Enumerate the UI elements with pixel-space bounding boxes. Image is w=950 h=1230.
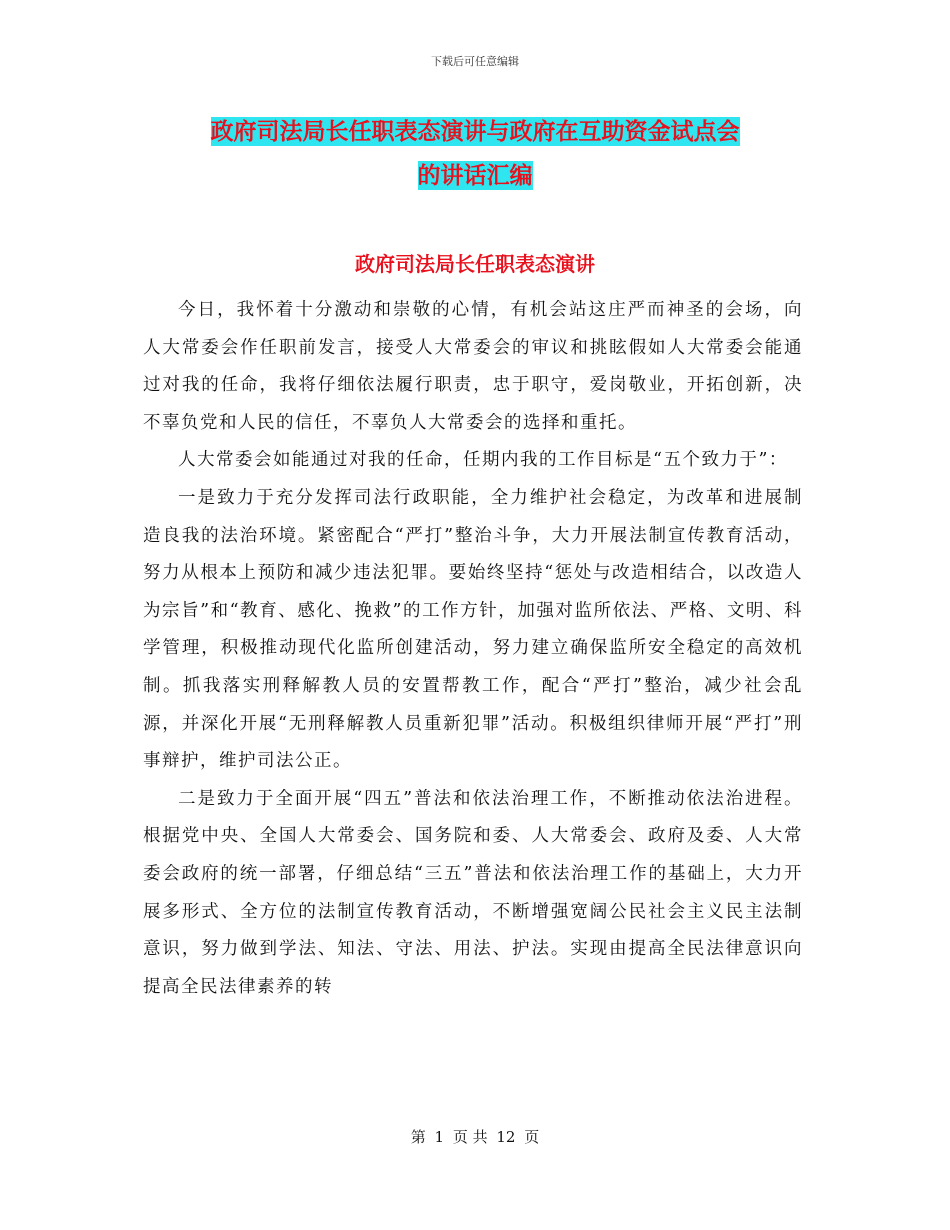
title-line-1: 政府司法局长任职表态演讲与政府在互助资金试点会 xyxy=(210,118,740,145)
footer-mid: 页 共 xyxy=(452,1128,488,1146)
paragraph: 人大常委会如能通过对我的任命，任期内我的工作目标是“五个致力于”： xyxy=(178,450,788,471)
page-number: 1 xyxy=(434,1128,445,1146)
total-pages: 12 xyxy=(496,1128,516,1146)
paragraph: 二是致力于全面开展“四五”普法和依法治理工作，不断推动依法治进程。根据党中央、全国人大常委会、国务院和委、人大常委会、政府及委、人大常委会政府的统一部署，仔细总结“三五”普法和依法治理工作的基础上，大力开展多形式、全方位的法制宣传教育活动，不断增强宽阔公民社会主义民主法制意识，努力做到学法、知法、守法、用法、护法。实现由提高全民法律意识向提高全民法律素养的转 xyxy=(143,788,803,997)
paragraph: 今日，我怀着十分激动和崇敬的心情，有机会站这庄严而神圣的会场，向人大常委会作任职前发言，接受人大常委会的审议和挑眩假如人大常委会能通过对我的任命，我将仔细依法履行职责，忠于职守，爱岗敬业，开拓创新，决不辜负党和人民的信任，不辜负人大常委会的选择和重托。 xyxy=(143,300,803,433)
paragraph: 一是致力于充分发挥司法行政职能，全力维护社会稳定，为改革和进展制造良我的法治环境。紧密配合“严打”整治斗争，大力开展法制宣传教育活动，努力从根本上预防和减少违法犯罪。要始终坚持“惩处与改造相结合，以改造人为宗旨”和“教育、感化、挽救”的工作方针，加强对监所依法、严格、文明、科学管理，积极推动现代化监所创建活动，努力建立确保监所安全稳定的高效机制。抓我落实刑释解教人员的安置帮教工作，配合“严打”整治，减少社会乱源，并深化开展“无刑释解教人员重新犯罪”活动。积极组织律师开展“严打”刑事辩护，维护司法公正。 xyxy=(143,487,803,772)
footer-prefix: 第 xyxy=(410,1128,426,1146)
page-footer xyxy=(0,1126,950,1147)
header-note: 下载后可任意编辑 xyxy=(431,55,519,68)
title-line-2: 的讲话汇编 xyxy=(417,162,533,189)
body-text xyxy=(143,292,803,1006)
footer-suffix: 页 xyxy=(524,1128,540,1146)
section-title: 政府司法局长任职表态演讲 xyxy=(355,252,595,276)
document-title xyxy=(120,110,830,198)
